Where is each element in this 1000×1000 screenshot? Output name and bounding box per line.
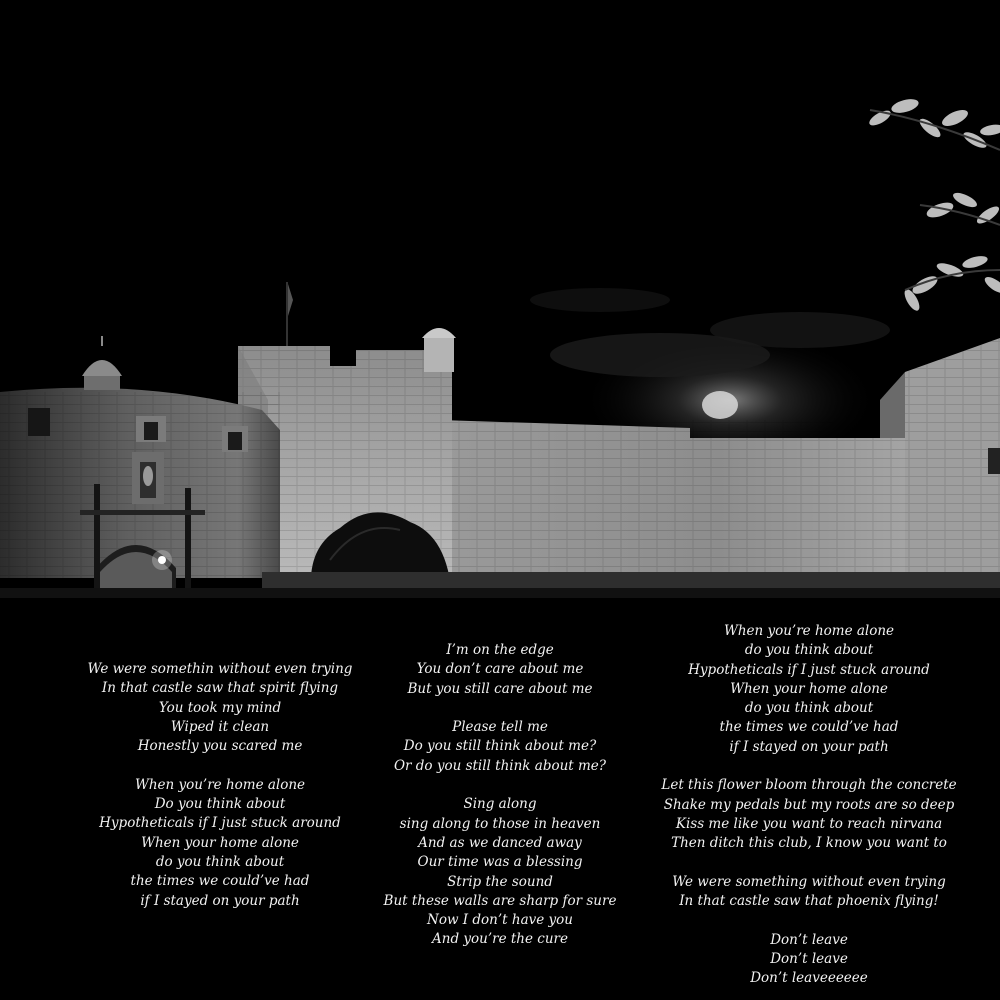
lyric-line: Don’t leaveeeeee xyxy=(750,970,868,987)
lyric-line: Or do you still think about me? xyxy=(393,757,607,774)
lyric-line: if I stayed on your path xyxy=(140,892,300,909)
lyric-line: In that castle saw that phoenix flying! xyxy=(679,893,939,910)
lyric-line: the times we could’ve had xyxy=(719,719,899,736)
lyric-line: We were somethin without even trying xyxy=(87,661,353,677)
lyrics-column-3 xyxy=(659,622,959,989)
lyrics-area xyxy=(0,598,1000,1000)
lyric-line: I’m on the edge xyxy=(446,642,554,658)
lyric-line: We were something without even trying xyxy=(672,873,946,890)
lyric-line: And as we danced away xyxy=(418,834,582,851)
lyrics-column-1 xyxy=(70,660,370,911)
lyric-line: Shake my pedals but my roots are so deep xyxy=(663,796,955,813)
lyric-line xyxy=(350,699,650,718)
lyric-line: Don’t leave xyxy=(770,951,848,968)
lyric-line: When your home alone xyxy=(141,834,299,851)
lyric-line: Now I don’t have you xyxy=(427,912,573,929)
lyrics-column-2 xyxy=(350,641,650,950)
moon xyxy=(702,391,738,419)
lyric-line: Hypotheticals if I just stuck around xyxy=(688,661,930,678)
lyric-line: Kiss me like you want to reach nirvana xyxy=(675,815,943,832)
lyric-line: But these walls are sharp for sure xyxy=(383,892,617,909)
lyric-line xyxy=(350,776,650,795)
lyric-line: Our time was a blessing xyxy=(417,854,583,871)
lyric-line: In that castle saw that spirit flying xyxy=(101,680,339,697)
lyric-line: When you’re home alone xyxy=(723,623,895,639)
lyric-line: You took my mind xyxy=(158,699,282,716)
lyric-line: Wiped it clean xyxy=(170,718,270,735)
lyric-line: When you’re home alone xyxy=(134,776,306,793)
lyric-line: Sing along xyxy=(463,796,537,813)
lyric-line xyxy=(70,756,370,775)
lyric-line: Do you think about xyxy=(154,796,286,813)
lyric-line: Then ditch this club, I know you want to xyxy=(671,835,947,852)
lyric-line: Honestly you scared me xyxy=(137,738,303,755)
lyric-line: Do you still think about me? xyxy=(403,738,597,755)
lyric-line: Hypotheticals if I just stuck around xyxy=(99,815,341,832)
lyric-line: When your home alone xyxy=(730,680,888,697)
lyric-line: Let this flower bloom through the concrete xyxy=(661,777,957,794)
lyric-line: if I stayed on your path xyxy=(729,738,889,755)
lyric-line: do you think about xyxy=(744,700,874,717)
lyric-line: But you still care about me xyxy=(407,680,593,697)
lyric-line: the times we could’ve had xyxy=(130,873,310,890)
lyric-line: do you think about xyxy=(744,642,874,659)
lyric-line: You don’t care about me xyxy=(416,661,584,678)
lyric-line: Strip the sound xyxy=(447,873,553,890)
lyric-line xyxy=(659,911,959,930)
lyric-line: Please tell me xyxy=(452,719,548,736)
lyric-line: Don’t leave xyxy=(770,931,848,948)
lyric-line: And you’re the cure xyxy=(432,931,568,948)
lyric-line: sing along to those in heaven xyxy=(399,815,601,832)
lyric-line xyxy=(659,854,959,873)
lyric-line xyxy=(659,757,959,776)
lyric-line: do you think about xyxy=(155,853,285,870)
